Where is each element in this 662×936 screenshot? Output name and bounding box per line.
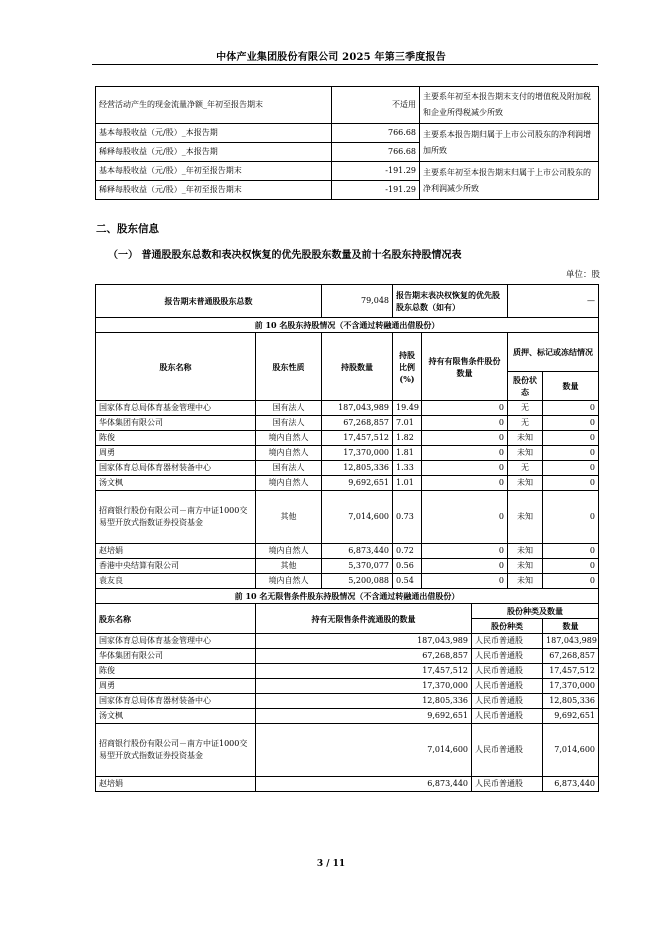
table-row xyxy=(96,491,599,544)
table-row xyxy=(96,664,599,679)
unrestricted-count: 17,457,512 xyxy=(256,664,472,679)
share-qty: 17,370,000 xyxy=(543,679,599,694)
holder-restricted: 0 xyxy=(422,416,508,431)
holder-restricted: 0 xyxy=(422,544,508,559)
unrestricted-count: 187,043,989 xyxy=(256,634,472,649)
holder-name: 周勇 xyxy=(96,446,256,461)
change-reason: 主要系年初至本报告期末归属于上市公司股东的净利润减少所致 xyxy=(420,162,599,200)
col-header-status: 股份状态 xyxy=(508,372,543,401)
unrestricted-count: 12,805,336 xyxy=(256,694,472,709)
indicator-value: -191.29 xyxy=(332,162,420,181)
holder-nature: 国有法人 xyxy=(256,461,322,476)
holder-nature: 国有法人 xyxy=(256,401,322,416)
holder-ratio: 7.01 xyxy=(393,416,422,431)
holder-ratio: 0.73 xyxy=(393,491,422,544)
unrestricted-caption: 前 10 名无限售条件股东持股情况（不含通过转融通出借股份） xyxy=(96,589,599,604)
table-row xyxy=(96,777,599,792)
holder-status: 未知 xyxy=(508,431,543,446)
holder-pledge-qty: 0 xyxy=(543,431,599,446)
unrestricted-count: 9,692,651 xyxy=(256,709,472,724)
share-qty: 7,014,600 xyxy=(543,724,599,777)
holder-name: 国家体育总局体育器材装备中心 xyxy=(96,694,256,709)
holder-restricted: 0 xyxy=(422,574,508,589)
table-row xyxy=(96,694,599,709)
change-reason: 主要系本报告期归属于上市公司股东的净利润增加所致 xyxy=(420,124,599,162)
holder-status: 无 xyxy=(508,416,543,431)
holder-status: 未知 xyxy=(508,574,543,589)
holder-name: 国家体育总局体育基金管理中心 xyxy=(96,401,256,416)
share-qty: 9,692,651 xyxy=(543,709,599,724)
holder-ratio: 1.82 xyxy=(393,431,422,446)
holder-status: 未知 xyxy=(508,446,543,461)
share-class: 人民币普通股 xyxy=(472,724,543,777)
unit-label: 单位：股 xyxy=(565,270,600,280)
indicator-name: 稀释每股收益（元/股）_年初至报告期末 xyxy=(96,181,332,200)
holder-status: 未知 xyxy=(508,544,543,559)
holder-pledge-qty: 0 xyxy=(543,401,599,416)
col-header-class-group: 股份种类及数量 xyxy=(472,604,599,619)
holder-status: 无 xyxy=(508,401,543,416)
col-header-class: 股份种类 xyxy=(472,619,543,634)
col-header-nature: 股东性质 xyxy=(256,333,322,401)
holder-nature: 境内自然人 xyxy=(256,476,322,491)
share-qty: 17,457,512 xyxy=(543,664,599,679)
col-header-ratio: 持股比例(%) xyxy=(393,333,422,401)
holder-name: 汤文枫 xyxy=(96,709,256,724)
table-row xyxy=(96,559,599,574)
col-header-pledge: 质押、标记或冻结情况 xyxy=(508,333,599,372)
col-header-restricted: 持有有限售条件股份数量 xyxy=(422,333,508,401)
holder-name: 汤文枫 xyxy=(96,476,256,491)
holder-shares: 9,692,651 xyxy=(322,476,393,491)
holder-ratio: 1.81 xyxy=(393,446,422,461)
table-row xyxy=(96,649,599,664)
col-header-shares: 持股数量 xyxy=(322,333,393,401)
holder-restricted: 0 xyxy=(422,431,508,446)
holder-ratio: 1.33 xyxy=(393,461,422,476)
holder-name: 陈俊 xyxy=(96,664,256,679)
holder-status: 未知 xyxy=(508,559,543,574)
holder-nature: 境内自然人 xyxy=(256,544,322,559)
holder-status: 未知 xyxy=(508,476,543,491)
share-class: 人民币普通股 xyxy=(472,649,543,664)
holder-ratio: 19.49 xyxy=(393,401,422,416)
table-row xyxy=(96,87,599,124)
holder-pledge-qty: 0 xyxy=(543,544,599,559)
preferred-holders-value: — xyxy=(508,285,599,318)
holder-name: 招商银行股份有限公司－南方中证1000交易型开放式指数证券投资基金 xyxy=(96,724,256,777)
caption-row xyxy=(96,318,599,333)
holder-shares: 7,014,600 xyxy=(322,491,393,544)
holder-shares: 17,457,512 xyxy=(322,431,393,446)
holder-shares: 187,043,989 xyxy=(322,401,393,416)
col-header-qty: 数量 xyxy=(543,619,599,634)
total-holders-label: 报告期末普通股股东总数 xyxy=(96,285,322,318)
holder-nature: 境内自然人 xyxy=(256,446,322,461)
holder-name: 赵培娟 xyxy=(96,544,256,559)
holder-name: 国家体育总局体育基金管理中心 xyxy=(96,634,256,649)
holder-shares: 6,873,440 xyxy=(322,544,393,559)
indicator-change-table xyxy=(95,86,599,200)
holder-name: 招商银行股份有限公司－南方中证1000交易型开放式指数证券投资基金 xyxy=(96,491,256,544)
table-row xyxy=(96,544,599,559)
share-class: 人民币普通股 xyxy=(472,664,543,679)
col-header-name: 股东名称 xyxy=(96,604,256,634)
holder-shares: 17,370,000 xyxy=(322,446,393,461)
holder-name: 国家体育总局体育器材装备中心 xyxy=(96,461,256,476)
holder-nature: 其他 xyxy=(256,559,322,574)
share-class: 人民币普通股 xyxy=(472,694,543,709)
holder-restricted: 0 xyxy=(422,401,508,416)
share-qty: 187,043,989 xyxy=(543,634,599,649)
holder-name: 华体集团有限公司 xyxy=(96,416,256,431)
change-reason: 主要系年初至本报告期末支付的增值税及附加税和企业所得税减少所致 xyxy=(420,87,599,124)
page-header-title: 中体产业集团股份有限公司 2025 年第三季度报告 xyxy=(216,52,446,63)
share-qty: 6,873,440 xyxy=(543,777,599,792)
holder-ratio: 1.01 xyxy=(393,476,422,491)
indicator-value: -191.29 xyxy=(332,181,420,200)
holder-nature: 其他 xyxy=(256,491,322,544)
holder-status: 无 xyxy=(508,461,543,476)
holder-pledge-qty: 0 xyxy=(543,416,599,431)
table-row xyxy=(96,401,599,416)
holder-restricted: 0 xyxy=(422,461,508,476)
share-qty: 12,805,336 xyxy=(543,694,599,709)
holder-shares: 5,370,077 xyxy=(322,559,393,574)
share-class: 人民币普通股 xyxy=(472,634,543,649)
table-row xyxy=(96,431,599,446)
col-header-name: 股东名称 xyxy=(96,333,256,401)
holder-pledge-qty: 0 xyxy=(543,461,599,476)
share-class: 人民币普通股 xyxy=(472,679,543,694)
share-class: 人民币普通股 xyxy=(472,709,543,724)
holder-pledge-qty: 0 xyxy=(543,491,599,544)
table-row xyxy=(96,124,599,143)
col-header-unrestricted-count: 持有无限售条件流通股的数量 xyxy=(256,604,472,634)
table-row xyxy=(96,162,599,181)
holder-restricted: 0 xyxy=(422,559,508,574)
indicator-value: 766.68 xyxy=(332,124,420,143)
table-row xyxy=(96,446,599,461)
holder-ratio: 0.72 xyxy=(393,544,422,559)
caption-row xyxy=(96,589,599,604)
holder-nature: 国有法人 xyxy=(256,416,322,431)
holder-nature: 境内自然人 xyxy=(256,574,322,589)
table-row xyxy=(96,476,599,491)
indicator-name: 基本每股收益（元/股）_年初至报告期末 xyxy=(96,162,332,181)
preferred-holders-label: 报告期末表决权恢复的优先股股东总数（如有） xyxy=(393,285,508,318)
summary-row xyxy=(96,285,599,318)
share-class: 人民币普通股 xyxy=(472,777,543,792)
holder-pledge-qty: 0 xyxy=(543,574,599,589)
indicator-value: 不适用 xyxy=(332,87,420,124)
holder-pledge-qty: 0 xyxy=(543,476,599,491)
holder-ratio: 0.54 xyxy=(393,574,422,589)
holder-nature: 境内自然人 xyxy=(256,431,322,446)
indicator-name: 经营活动产生的现金流量净额_年初至报告期末 xyxy=(96,87,332,124)
table-row xyxy=(96,461,599,476)
header-divider xyxy=(92,64,598,65)
total-holders-value: 79,048 xyxy=(322,285,393,318)
holder-restricted: 0 xyxy=(422,446,508,461)
holder-name: 华体集团有限公司 xyxy=(96,649,256,664)
section-subtitle: （一） 普通股股东总数和表决权恢复的优先股股东数量及前十名股东持股情况表 xyxy=(108,250,462,261)
holder-restricted: 0 xyxy=(422,476,508,491)
holder-name: 香港中央结算有限公司 xyxy=(96,559,256,574)
holder-pledge-qty: 0 xyxy=(543,446,599,461)
table-row xyxy=(96,709,599,724)
indicator-name: 基本每股收益（元/股）_本报告期 xyxy=(96,124,332,143)
header-row xyxy=(96,604,599,619)
top10-caption: 前 10 名股东持股情况（不含通过转融通出借股份） xyxy=(96,318,599,333)
col-header-qty: 数量 xyxy=(543,372,599,401)
unrestricted-count: 17,370,000 xyxy=(256,679,472,694)
holder-name: 周勇 xyxy=(96,679,256,694)
holder-name: 袁友良 xyxy=(96,574,256,589)
holder-name: 陈俊 xyxy=(96,431,256,446)
holder-status: 未知 xyxy=(508,491,543,544)
table-row xyxy=(96,679,599,694)
shareholder-table xyxy=(95,284,599,792)
unrestricted-count: 67,268,857 xyxy=(256,649,472,664)
table-row xyxy=(96,634,599,649)
holder-shares: 5,200,088 xyxy=(322,574,393,589)
indicator-value: 766.68 xyxy=(332,143,420,162)
holder-ratio: 0.56 xyxy=(393,559,422,574)
unrestricted-count: 6,873,440 xyxy=(256,777,472,792)
table-row xyxy=(96,416,599,431)
section-title: 二、股东信息 xyxy=(96,223,159,235)
indicator-name: 稀释每股收益（元/股）_本报告期 xyxy=(96,143,332,162)
table-row xyxy=(96,574,599,589)
page-number: 3 / 11 xyxy=(316,859,346,869)
table-row xyxy=(96,724,599,777)
holder-restricted: 0 xyxy=(422,491,508,544)
share-qty: 67,268,857 xyxy=(543,649,599,664)
header-row xyxy=(96,333,599,372)
holder-name: 赵培娟 xyxy=(96,777,256,792)
holder-shares: 12,805,336 xyxy=(322,461,393,476)
unrestricted-count: 7,014,600 xyxy=(256,724,472,777)
holder-shares: 67,268,857 xyxy=(322,416,393,431)
holder-pledge-qty: 0 xyxy=(543,559,599,574)
